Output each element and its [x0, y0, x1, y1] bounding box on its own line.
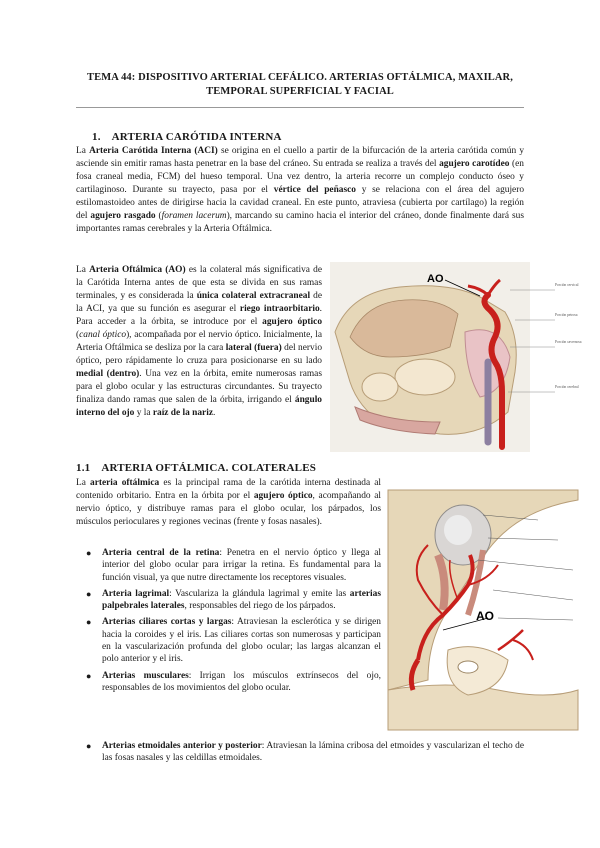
text-run: del nervio óptico, pero rápidamente lo cruza para posicionarse en su lado — [76, 343, 323, 366]
list-item: ● Arterias musculares: Irrigan los músculos extrínsecos del ojo, responsables de los movimientos del globo ocular. — [86, 670, 381, 693]
text-run: ( — [76, 330, 80, 340]
section-1-1-intro — [76, 477, 381, 529]
list-item-text — [102, 617, 381, 664]
text-run: es la colateral más significativa de la Carótida Interna antes de que esta se divida en sus ramas terminales, y es considerada la — [76, 265, 323, 301]
text-run: La — [76, 478, 91, 488]
figure-orbit-superior — [388, 490, 578, 730]
section-1-1-title: ARTERIA OFTÁLMICA. COLATERALES — [101, 462, 317, 474]
bold-run: única colateral extracraneal — [196, 291, 311, 301]
bold-run: arteria oftálmica — [90, 478, 160, 488]
text-run: (en fosa craneal media, FCM) del hueso temporal. Una vez dentro, la arteria recorre un complejo conducto óseo y cartilaginoso. Durante su trayecto, pasa por el — [76, 159, 524, 195]
list-item: ● Arteria central de la retina: Penetra en el nervio óptico y llega al interior del globo ocular para irrigar la retina. Es fundamental para la función visual, ya que nutre directamente los receptores visuales. — [86, 548, 381, 583]
list-item: ● Arteria lagrimal: Vasculariza la glándula lagrimal y emite las arterias palpebrales laterales, responsables del riego de los párpados. — [86, 588, 381, 612]
section-1-1-heading — [76, 462, 316, 474]
italic-run: foramen lacerum — [161, 211, 227, 221]
page-title — [60, 71, 540, 99]
bold-run: arterias palpebrales laterales — [102, 588, 381, 612]
section-1-title: ARTERIA CARÓTIDA INTERNA — [111, 131, 282, 143]
title-divider — [76, 107, 524, 108]
bold-run: agujero óptico — [262, 317, 323, 327]
text-run: y se relaciona con el área del agujero estilomastoideo antes de dirigirse hacia la cavidad craneal. En este punto, atraviesa (cubierta por cartílago) la región del — [76, 185, 525, 221]
figure-skull-sagittal — [330, 262, 582, 452]
text-run: : Vasculariza la glándula lagrimal y emite las — [169, 588, 350, 599]
text-run: , responsables del riego de los párpados. — [184, 601, 336, 612]
bold-run: agujero rasgado — [90, 211, 156, 221]
figure-1-side-label-2: Porción petrosa — [555, 313, 578, 317]
bold-run: Arterias etmoidales anterior y posterior — [102, 741, 262, 751]
list-item: ● Arterias ciliares cortas y largas: Atraviesan la esclerótica y se dirigen hacia la coroides y el iris. Las ciliares cortas son numerosas y participan en la vascularización profunda del globo ocular; las largas alcanzan el polo anterior y el iris. — [86, 617, 381, 665]
text-run: : Penetra en el nervio óptico y llega al interior del globo ocular para irrigar la retina. Es fundamental para la función visual, ya que nutre directamente los receptores visuales. — [102, 548, 381, 583]
list-item-text — [102, 589, 381, 611]
bold-run: Arterias musculares — [102, 670, 189, 681]
list-item: ● Arterias etmoidales anterior y posterior: Atraviesan la lámina cribosa del etmoides y vascularizan el techo de las fosas nasales y las celdillas etmoidales. — [86, 741, 525, 764]
bold-run: riego intraorbitario — [239, 304, 320, 314]
section-1-1-number: 1.1 — [76, 462, 91, 474]
colaterales-list — [76, 547, 381, 698]
figure-1-ao-label: AO — [427, 273, 444, 285]
bold-run: agujero óptico — [253, 491, 313, 501]
bold-run: medial (dentro) — [76, 369, 140, 379]
figure-2-ao-label: AO — [476, 609, 494, 623]
section-1-number: 1. — [92, 131, 101, 143]
list-item-text — [102, 671, 381, 693]
section-1-heading — [92, 131, 282, 143]
page-title-line2: TEMPORAL SUPERFICIAL Y FACIAL — [206, 86, 394, 97]
orbit-illustration — [388, 490, 578, 730]
list-item-text — [102, 548, 381, 583]
bold-run: Arteria lagrimal — [102, 588, 170, 599]
text-run: se origina en el cuello a partir de la bifurcación de la arteria carótida común y asciende sin emitir ramas hasta penetrar en la base del cráneo. Su entrada se realiza a través del — [76, 146, 525, 169]
bold-run: agujero carotídeo — [439, 159, 510, 169]
bold-run: Arteria central de la retina — [102, 548, 220, 558]
bold-run: lateral (fuera) — [225, 343, 282, 353]
figure-1-side-label-1: Porción cervical — [555, 283, 579, 287]
bold-run: raíz de la nariz — [152, 408, 213, 418]
bold-run: Arterias ciliares cortas y largas — [102, 617, 232, 628]
text-run: . Para acceder a la órbita, se introduce por el — [76, 304, 322, 327]
text-run: ), marcando su camino hacia el interior del cráneo, donde finalmente dará sus importantes ramas cerebrales y la Arteria Oftálmica. — [76, 211, 524, 234]
bold-run: vértice del peñasco — [273, 185, 356, 195]
text-run: La — [76, 146, 90, 156]
list-item-text — [102, 741, 524, 763]
text-run: . Una vez en la órbita, emite numerosas ramas para el globo ocular y las estructuras circundantes. Su trayecto finaliza dando ramas que salen de la órbita, irrigando el — [76, 369, 322, 405]
skull-sagittal-illustration — [330, 262, 582, 452]
page-title-line1: TEMA 44: DISPOSITIVO ARTERIAL CEFÁLICO. ARTERIAS OFTÁLMICA, MAXILAR, — [87, 72, 513, 83]
colaterales-list-continued — [76, 740, 524, 769]
text-run: : Atraviesan la esclerótica y se dirigen hacia la coroides y el iris. Las ciliares cortas son numerosas y participan en la vascularización profunda del globo ocular; las largas alcanzan el polo anterior y el iris. — [102, 617, 381, 665]
italic-run: canal óptico — [79, 330, 127, 340]
bold-run: Arteria Oftálmica (AO) — [89, 265, 186, 275]
text-run: , acompañando al nervio óptico, y distribuye ramas para el globo ocular, los párpados, los músculos perioculares y regiones vecinas (frente y fosas nasales). — [76, 491, 382, 527]
text-run: : Irrigan los músculos extrínsecos del ojo, responsables de los movimientos del globo ocular. — [102, 670, 381, 693]
text-run: . — [213, 408, 216, 418]
bold-run: ángulo interno del ojo — [76, 395, 322, 418]
text-run: La — [76, 265, 90, 275]
text-run: : Atraviesan la lámina cribosa del etmoides y vascularizan el techo de las fosas nasales y las celdillas etmoidales. — [102, 741, 525, 764]
text-run: de la ACI, ya que su función es asegurar el — [76, 291, 322, 314]
section-1-paragraph-2 — [76, 264, 322, 420]
section-1-paragraph-1 — [76, 145, 524, 236]
text-run: es la principal rama de la carótida interna destinada al contenido orbitario. Entra en la órbita por el — [76, 478, 381, 501]
text-run: y la — [134, 408, 153, 418]
bold-run: Arteria Carótida Interna (ACI) — [89, 146, 218, 156]
figure-1-side-label-3: Porción cavernosa — [555, 340, 582, 344]
text-run: ), acompañada por el nervio óptico. Inicialmente, la Arteria Oftálmica se desliza por la cara — [76, 330, 323, 353]
figure-1-side-label-4: Porción cerebral — [555, 385, 579, 389]
text-run: ( — [155, 211, 162, 221]
